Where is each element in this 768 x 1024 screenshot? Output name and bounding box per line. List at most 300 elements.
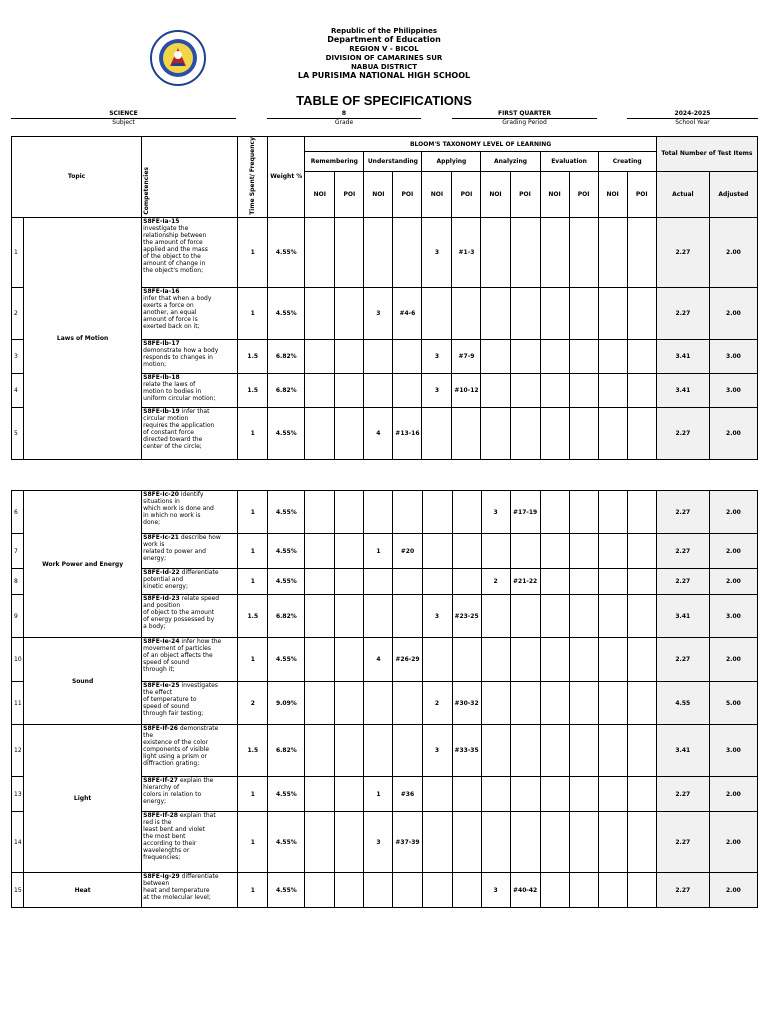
topic-heat: Heat [24,873,142,908]
row-number: 3 [12,339,24,373]
competency-code: S8FE-Ie-24 [143,638,180,645]
competency-description: explain that red is the least bent and violet the most bent according to their wavelengths or frequencies; [143,812,216,861]
subject-label: Subject [112,119,135,126]
competency-text [142,491,238,534]
remembering-noi [305,873,335,908]
tos-table-part-1 [11,136,758,460]
evaluation-noi [540,812,569,873]
understanding-poi-header: POI [393,171,422,217]
evaluation-poi-header: POI [569,171,598,217]
applying-noi [422,777,452,812]
competency-text [142,638,238,682]
competency-description: relate speed and position of object to the amount of energy possessed by a body; [143,595,220,630]
analyzing-noi-header: NOI [481,171,510,217]
understanding-poi: #26-29 [393,638,422,682]
creating-poi [627,339,656,373]
competency-description: infer how the movement of particles of an object affects the speed of sound through it; [143,638,222,673]
applying-noi [422,812,452,873]
table-row [12,873,758,908]
remembering-poi [335,725,364,777]
creating-noi [598,569,627,595]
row-number: 10 [12,638,24,682]
analyzing-noi: 3 [481,491,510,534]
applying-poi: #33-35 [452,725,481,777]
understanding-noi [364,725,393,777]
actual-items: 2.27 [656,407,709,459]
competencies-header: Competencies [142,137,238,218]
time-spent: 1 [238,638,268,682]
evaluation-noi [540,217,569,287]
understanding-noi [364,491,393,534]
competency-text [142,812,238,873]
row-number: 13 [12,777,24,812]
competency-text [142,339,238,373]
evaluation-noi [540,638,569,682]
actual-items: 2.27 [656,491,709,534]
grade-label: Grade [334,119,354,126]
understanding-noi: 4 [364,407,393,459]
weight-percent: 4.55% [268,491,305,534]
evaluation-poi [569,534,598,569]
creating-header: Creating [598,152,656,172]
analyzing-poi [510,339,540,373]
remembering-noi [305,217,335,287]
time-spent: 1 [238,873,268,908]
applying-noi [422,407,452,459]
analyzing-poi: #17-19 [510,491,540,534]
actual-items: 2.27 [656,534,709,569]
weight-percent: 4.55% [268,812,305,873]
evaluation-poi [569,638,598,682]
applying-poi [452,407,481,459]
remembering-poi [335,595,364,638]
applying-noi [422,491,452,534]
adjusted-items: 2.00 [709,491,757,534]
remembering-header: Remembering [305,152,364,172]
adjusted-items: 3.00 [709,725,757,777]
grading-period-value: FIRST QUARTER [452,110,597,119]
evaluation-poi [569,682,598,725]
row-number: 5 [12,407,24,459]
actual-items: 3.41 [656,373,709,407]
time-spent: 1 [238,569,268,595]
weight-percent: 4.55% [268,777,305,812]
adjusted-items: 3.00 [709,595,757,638]
remembering-poi [335,287,364,339]
remembering-poi [335,217,364,287]
applying-noi [422,569,452,595]
adjusted-items: 2.00 [709,569,757,595]
evaluation-noi [540,873,569,908]
understanding-poi: #4-6 [393,287,422,339]
subject-field [11,110,236,127]
weight-percent: 6.82% [268,725,305,777]
understanding-noi: 1 [364,777,393,812]
analyzing-noi [481,777,510,812]
creating-noi [598,491,627,534]
understanding-noi [364,339,393,373]
evaluation-noi [540,595,569,638]
creating-noi [598,682,627,725]
applying-poi [452,873,481,908]
table-row [12,638,758,682]
weight-percent: 6.82% [268,373,305,407]
creating-noi [598,812,627,873]
competency-description: differentiate between heat and temperature at the molecular level; [143,873,219,901]
understanding-poi [393,595,422,638]
analyzing-header: Analyzing [481,152,540,172]
competency-code: S8FE-Id-23 [143,595,180,602]
competency-description: explain the hierarchy of colors in relation to energy; [143,777,214,805]
evaluation-noi [540,534,569,569]
understanding-poi [393,682,422,725]
creating-noi [598,534,627,569]
analyzing-poi [510,812,540,873]
applying-noi [422,534,452,569]
competency-code: S8FE-Ic-21 [143,534,179,541]
creating-noi [598,407,627,459]
understanding-noi: 3 [364,812,393,873]
time-spent: 2 [238,682,268,725]
creating-noi [598,777,627,812]
weight-percent: 4.55% [268,407,305,459]
row-number: 4 [12,373,24,407]
analyzing-poi [510,287,540,339]
weight-percent: 6.82% [268,595,305,638]
remembering-poi [335,682,364,725]
competency-code: S8FE-Ib-17 [143,339,180,347]
topic-work: Work Power and Energy [24,491,142,638]
applying-poi-header: POI [452,171,481,217]
remembering-noi [305,569,335,595]
adjusted-items: 2.00 [709,534,757,569]
remembering-poi [335,569,364,595]
competency-description: infer that when a body exerts a force on another, an equal amount of force is exerted back on it; [143,294,212,330]
time-spent: 1 [238,534,268,569]
analyzing-noi [481,407,510,459]
evaluation-noi [540,339,569,373]
applying-poi [452,569,481,595]
remembering-poi [335,339,364,373]
evaluation-poi [569,777,598,812]
applying-poi [452,287,481,339]
remembering-noi [305,777,335,812]
evaluation-noi [540,407,569,459]
actual-items: 2.27 [656,777,709,812]
understanding-header: Understanding [364,152,422,172]
adjusted-items: 3.00 [709,373,757,407]
applying-noi: 3 [422,595,452,638]
understanding-poi [393,725,422,777]
creating-poi [627,682,656,725]
evaluation-poi [569,595,598,638]
time-spent: 1 [238,217,268,287]
remembering-poi [335,638,364,682]
competency-text [142,569,238,595]
creating-poi [627,638,656,682]
remembering-poi [335,491,364,534]
creating-noi [598,217,627,287]
creating-noi [598,638,627,682]
actual-items: 3.41 [656,725,709,777]
row-number: 14 [12,812,24,873]
analyzing-noi [481,638,510,682]
creating-poi [627,534,656,569]
applying-poi [452,777,481,812]
remembering-noi-header: NOI [305,171,335,217]
grading-period-label: Grading Period [502,119,547,126]
actual-items: 2.27 [656,217,709,287]
topic-header: Topic [12,137,142,218]
blooms-header: BLOOM'S TAXONOMY LEVEL OF LEARNING [305,137,657,152]
understanding-poi [393,491,422,534]
competency-text [142,373,238,407]
topic-laws: Laws of Motion [24,217,142,459]
analyzing-poi [510,725,540,777]
weight-header: Weight % [268,137,305,218]
analyzing-poi [510,407,540,459]
competency-code: S8FE-Ie-25 [143,682,180,689]
competency-description: investigates the effect of temperature to speed of sound through fair testing; [143,682,218,717]
remembering-noi [305,725,335,777]
row-number: 2 [12,287,24,339]
understanding-poi [393,339,422,373]
applying-noi: 2 [422,682,452,725]
competency-text [142,725,238,777]
competency-description: demonstrate how a body responds to changes in motion; [143,346,219,368]
creating-poi [627,569,656,595]
remembering-poi [335,812,364,873]
analyzing-noi [481,373,510,407]
remembering-noi [305,373,335,407]
competency-code: S8FE-Ig-29 [143,873,180,880]
applying-noi: 3 [422,725,452,777]
evaluation-noi [540,569,569,595]
understanding-noi: 1 [364,534,393,569]
understanding-poi: #37-39 [393,812,422,873]
remembering-noi [305,491,335,534]
evaluation-noi [540,491,569,534]
total-items-header: Total Number of Test Items [656,137,757,172]
weight-percent: 4.55% [268,287,305,339]
remembering-noi [305,534,335,569]
competency-code: S8FE-If-28 [143,812,178,819]
topic-sound: Sound [24,638,142,725]
actual-items: 2.27 [656,569,709,595]
header-division: DIVISION OF CAMARINES SUR [325,54,443,62]
evaluation-noi [540,682,569,725]
evaluation-poi [569,217,598,287]
analyzing-noi [481,725,510,777]
evaluation-noi [540,287,569,339]
understanding-poi [393,217,422,287]
analyzing-poi [510,595,540,638]
applying-poi [452,638,481,682]
understanding-poi: #13-16 [393,407,422,459]
understanding-noi [364,373,393,407]
competency-description: infer that circular motion requires the application of constant force directed toward the center of the circle; [143,407,215,450]
applying-noi [422,638,452,682]
analyzing-poi [510,638,540,682]
analyzing-poi: #40-42 [510,873,540,908]
weight-percent: 4.55% [268,217,305,287]
analyzing-poi [510,217,540,287]
analyzing-noi: 3 [481,873,510,908]
weight-percent: 6.82% [268,339,305,373]
header-district: NABUA DISTRICT [350,63,418,71]
understanding-poi [393,569,422,595]
remembering-poi [335,534,364,569]
grading-period-field [452,110,597,127]
adjusted-items: 2.00 [709,638,757,682]
school-year-label: School Year [675,119,710,126]
competency-code: S8FE-If-26 [143,725,178,732]
understanding-noi [364,682,393,725]
remembering-noi [305,638,335,682]
creating-poi [627,373,656,407]
creating-poi-header: POI [627,171,656,217]
remembering-noi [305,682,335,725]
competency-text [142,534,238,569]
row-number: 9 [12,595,24,638]
analyzing-noi [481,812,510,873]
actual-items: 2.27 [656,812,709,873]
header-region: REGION V - BICOL [349,45,419,53]
evaluation-poi [569,373,598,407]
evaluation-poi [569,287,598,339]
competency-text [142,682,238,725]
competency-code: S8FE-Id-22 [143,569,180,576]
competency-description: identify situations in which work is done and in which no work is done; [143,491,214,526]
weight-percent: 9.09% [268,682,305,725]
remembering-poi [335,373,364,407]
applying-poi [452,534,481,569]
row-number: 7 [12,534,24,569]
adjusted-items: 3.00 [709,339,757,373]
evaluation-header: Evaluation [540,152,598,172]
competency-code: S8FE-If-27 [143,777,178,784]
creating-poi [627,812,656,873]
time-spent: 1.5 [238,339,268,373]
understanding-noi-header: NOI [364,171,393,217]
applying-header: Applying [422,152,481,172]
remembering-noi [305,287,335,339]
analyzing-poi [510,373,540,407]
subject-value: SCIENCE [11,110,236,119]
actual-items: 3.41 [656,595,709,638]
applying-poi: #10-12 [452,373,481,407]
competency-description: relate the laws of motion to bodies in uniform circular motion; [143,380,216,402]
creating-noi [598,339,627,373]
header-republic: Republic of the Philippines [331,27,437,35]
understanding-poi [393,373,422,407]
competency-code: S8FE-Ia-15 [143,217,180,225]
evaluation-noi-header: NOI [540,171,569,217]
evaluation-noi [540,777,569,812]
analyzing-noi: 2 [481,569,510,595]
row-number: 6 [12,491,24,534]
understanding-noi [364,595,393,638]
understanding-poi: #20 [393,534,422,569]
row-number: 8 [12,569,24,595]
analyzing-noi [481,595,510,638]
remembering-noi [305,339,335,373]
actual-header: Actual [656,171,709,217]
school-year-field [627,110,758,127]
understanding-noi [364,873,393,908]
analyzing-noi [481,682,510,725]
creating-noi [598,725,627,777]
school-year-value: 2024-2025 [627,110,758,119]
evaluation-poi [569,491,598,534]
competency-description: investigate the relationship between the amount of force applied and the mass of the object to the amount of change in the object's motion; [143,224,208,274]
time-spent: 1 [238,407,268,459]
understanding-noi: 4 [364,638,393,682]
competency-code: S8FE-Ib-19 [143,407,180,415]
time-spent: 1 [238,812,268,873]
creating-noi [598,287,627,339]
adjusted-header: Adjusted [709,171,757,217]
applying-noi-header: NOI [422,171,452,217]
competency-description: demonstrate the existence of the color components of visible light using a prism or diffraction grating; [143,725,219,767]
time-spent: 1 [238,491,268,534]
evaluation-poi [569,339,598,373]
creating-poi [627,491,656,534]
remembering-noi [305,595,335,638]
analyzing-noi [481,534,510,569]
creating-noi [598,595,627,638]
competency-code: S8FE-Ib-18 [143,373,180,381]
time-spent-header: Time Spent/ Frequency [238,137,268,218]
creating-poi [627,777,656,812]
applying-noi: 3 [422,339,452,373]
analyzing-poi [510,777,540,812]
time-spent: 1.5 [238,373,268,407]
row-number: 12 [12,725,24,777]
actual-items: 4.55 [656,682,709,725]
competency-code: S8FE-Ia-16 [143,287,180,295]
applying-noi [422,287,452,339]
remembering-poi [335,777,364,812]
tos-table-part-2 [11,490,758,908]
competency-code: S8FE-Ic-20 [143,491,179,498]
remembering-noi [305,407,335,459]
evaluation-poi [569,407,598,459]
adjusted-items: 2.00 [709,777,757,812]
weight-percent: 4.55% [268,569,305,595]
row-number: 1 [12,217,24,287]
competency-text [142,873,238,908]
analyzing-poi-header: POI [510,171,540,217]
applying-poi: #1-3 [452,217,481,287]
analyzing-poi [510,682,540,725]
remembering-poi-header: POI [335,171,364,217]
adjusted-items: 5.00 [709,682,757,725]
understanding-noi: 3 [364,287,393,339]
competency-text [142,777,238,812]
actual-items: 2.27 [656,287,709,339]
creating-noi [598,373,627,407]
evaluation-poi [569,725,598,777]
header-department: Department of Education [327,35,441,44]
understanding-poi: #36 [393,777,422,812]
table-row [12,725,758,777]
time-spent: 1 [238,287,268,339]
analyzing-poi: #21-22 [510,569,540,595]
topic-light: Light [24,725,142,873]
adjusted-items: 2.00 [709,217,757,287]
table-row [12,217,758,287]
